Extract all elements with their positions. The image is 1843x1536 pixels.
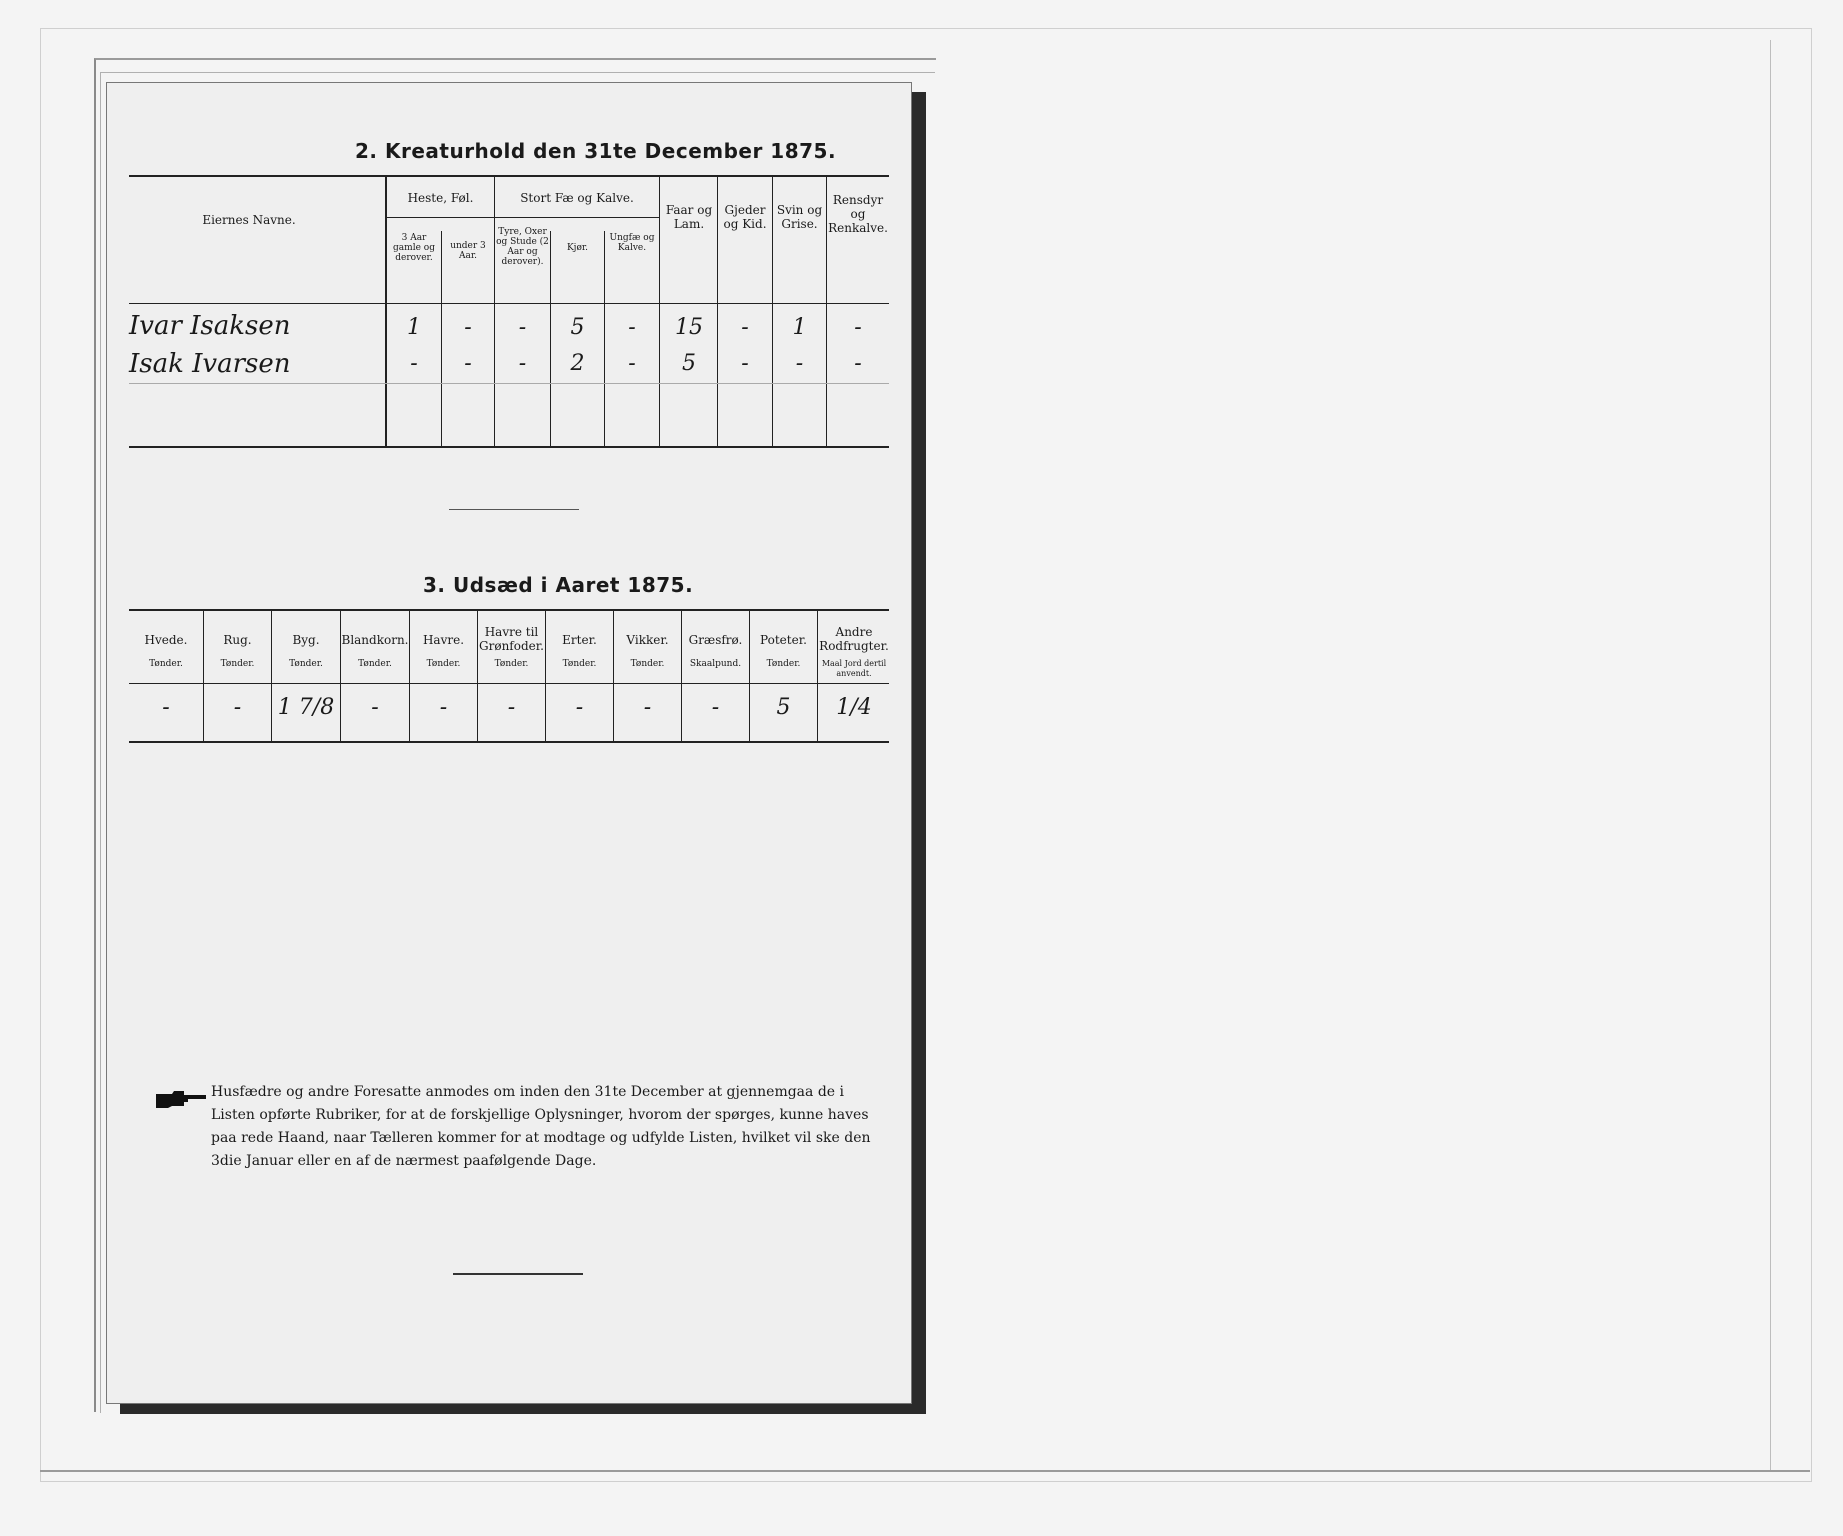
crop-header-havre: Havre. <box>422 633 465 647</box>
col-header-kjor: Kjør. <box>566 243 589 253</box>
table2-col-sep <box>659 175 660 447</box>
col-header-heste-under: under 3 Aar. <box>450 241 486 261</box>
owner-name-cell: Ivar Isaksen <box>129 311 291 341</box>
table-cell: 1/4 <box>836 695 872 720</box>
table-cell: - <box>628 351 636 376</box>
table-cell: 5 <box>776 695 791 720</box>
crop-header-poteter: Poteter. <box>760 633 807 647</box>
table-cell: - <box>795 351 804 376</box>
census-page <box>106 82 912 1404</box>
table-cell: - <box>371 695 379 720</box>
table-cell: - <box>162 695 170 720</box>
crop-header-havre-gronfoder: Havre til Grønfoder. <box>479 625 544 653</box>
table3-col-sep <box>271 609 272 742</box>
col-header-svin: Svin og Grise. <box>776 203 823 231</box>
table3-data-rule <box>129 683 889 684</box>
table2-col-sep <box>385 175 387 447</box>
crop-unit: Tønder. <box>358 659 392 669</box>
table3-col-sep <box>203 609 204 742</box>
section2-title: 2. Kreaturhold den 31te December 1875. <box>355 139 837 163</box>
table-cell: - <box>233 695 242 720</box>
crop-header-graesfro: Græsfrø. <box>688 633 743 647</box>
table-cell: - <box>439 695 448 720</box>
table-cell: 1 <box>407 315 421 340</box>
table-cell: - <box>518 315 527 340</box>
scan-fold-line <box>1770 40 1771 1470</box>
col-header-faar: Faar og Lam. <box>665 203 713 231</box>
table2-col-sep <box>494 175 495 447</box>
table-cell: - <box>854 351 862 376</box>
crop-unit: Tønder. <box>494 659 529 669</box>
table-cell: 2 <box>570 351 585 376</box>
section-divider <box>449 509 579 510</box>
table2-group-rule <box>385 217 659 218</box>
stort-fae-group-header: Stort Fæ og Kalve. <box>520 191 634 205</box>
table-cell: - <box>410 351 418 376</box>
table-cell: - <box>741 315 749 340</box>
crop-unit: Tønder. <box>426 659 461 669</box>
table2-data-rule <box>129 303 889 304</box>
owner-name-cell: Isak Ivarsen <box>129 349 291 379</box>
table3-col-sep <box>545 609 546 742</box>
row-rule <box>129 383 389 384</box>
table-cell: - <box>854 315 862 340</box>
crop-unit: Tønder. <box>766 659 801 669</box>
col-header-rensdyr: Rensdyr og Renkalve. <box>828 193 888 235</box>
table3-col-sep <box>340 609 341 742</box>
table-cell: - <box>464 315 472 340</box>
table3-top-rule <box>129 609 889 611</box>
table-cell: - <box>643 695 652 720</box>
table3-col-sep <box>681 609 682 742</box>
crop-header-rug: Rug. <box>223 633 252 647</box>
table-cell: 5 <box>570 315 585 340</box>
crop-header-byg: Byg. <box>292 633 320 647</box>
col-header-tyre: Tyre, Oxer og Stude (2 Aar og derover). <box>496 227 549 267</box>
crop-unit: Tønder. <box>630 659 665 669</box>
crop-header-erter: Erter. <box>562 633 597 647</box>
crop-header-vikker: Vikker. <box>626 633 669 647</box>
table-cell: 15 <box>675 315 703 340</box>
table2-bottom-rule <box>129 446 889 448</box>
table-cell: - <box>518 351 527 376</box>
table-cell: - <box>711 695 720 720</box>
table-cell: - <box>507 695 516 720</box>
table-cell: 1 7/8 <box>277 695 335 720</box>
crop-unit: Tønder. <box>220 659 255 669</box>
crop-unit: Skaalpund. <box>689 659 742 669</box>
table3-col-sep <box>613 609 614 742</box>
heste-group-header: Heste, Føl. <box>407 191 474 205</box>
notice-text: Husfædre og andre Foresatte anmodes om inden den 31te December at gjennemgaa de i Listen opførte Rubriker, for at de forskjellige Oplysninger, hvorom der spørges, kunne haves paa rede Haand, naar Tælleren kommer for at modtage og udfylde Listen, hvilket vil ske den 3die Januar eller en af de nærmest paafølgende Dage. <box>211 1084 871 1169</box>
table3-col-sep <box>749 609 750 742</box>
table-cell: - <box>464 351 472 376</box>
table-cell: 5 <box>682 351 696 376</box>
crop-unit: Tønder. <box>149 659 183 669</box>
crop-header-blandkorn: Blandkorn. <box>341 633 409 647</box>
table-cell: - <box>575 695 584 720</box>
pointing-hand-icon <box>154 1088 208 1110</box>
col-header-ungfae: Ungfæ og Kalve. <box>609 233 655 253</box>
section3-title: 3. Udsæd i Aaret 1875. <box>423 573 694 597</box>
table3-bottom-rule <box>129 741 889 743</box>
closing-rule <box>453 1273 583 1275</box>
crop-header-hvede: Hvede. <box>144 633 188 647</box>
table2-top-rule <box>129 175 889 177</box>
table-cell: - <box>741 351 749 376</box>
table-cell: 1 <box>792 315 807 340</box>
crop-header-andre-rodfrugter: Andre Rodfrugter. <box>819 625 889 653</box>
crop-unit: Tønder. <box>562 659 597 669</box>
crop-unit: Tønder. <box>289 659 323 669</box>
scan-bottom-edge <box>40 1470 1810 1472</box>
col-header-gjeder: Gjeder og Kid. <box>723 203 767 231</box>
col-header-heste-3: 3 Aar gamle og derover. <box>393 233 435 263</box>
row-rule <box>387 383 889 384</box>
owner-name-header: Eiernes Navne. <box>202 213 296 227</box>
crop-unit: Maal Jord dertil anvendt. <box>821 659 887 678</box>
table3-col-sep <box>409 609 410 742</box>
table-cell: - <box>628 315 636 340</box>
